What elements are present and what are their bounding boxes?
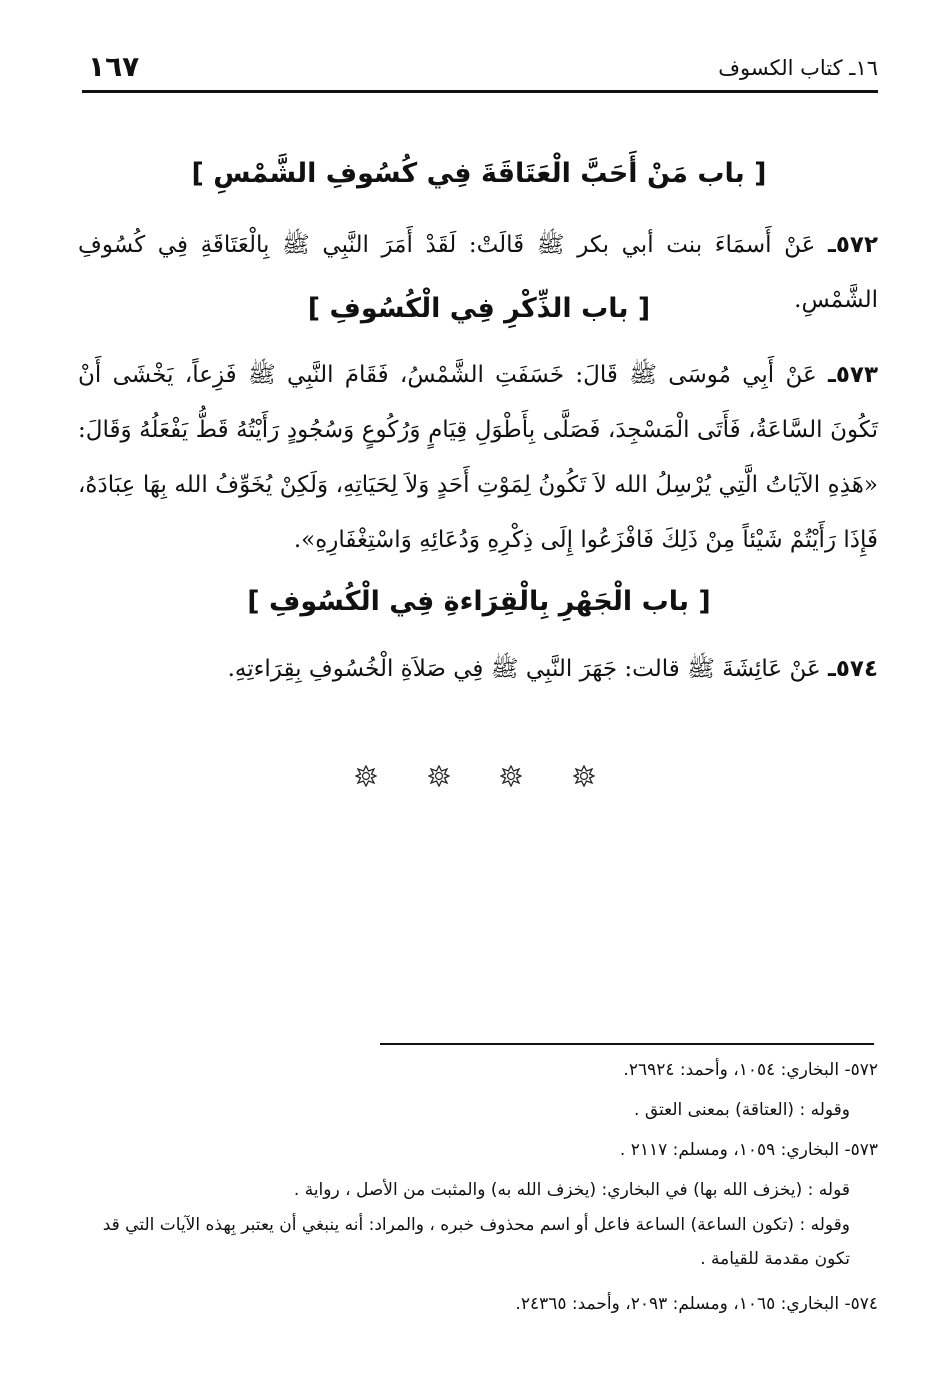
star-ornament-icon [573,765,595,787]
hadith-text: عَنْ أَبِي مُوسَى ﷺ قَالَ: خَسَفَتِ الشَّمْسُ، فَقَامَ النَّبِي ﷺ فَزِعاً، يَخْشَى أَنْ تَكُونَ السَّاعَةُ، فَأَتَى الْمَسْجِدَ، فَصَلَّى بِأَطْوَلِ قِيَامٍ وَرُكُوعٍ وَسُجُودٍ رَأَيْتُهُ قَطُّ يَفْعَلُهُ وَقَالَ: «هَذِهِ الآيَاتُ الَّتِي يُرْسِلُ الله لاَ تَكُونُ لِمَوْتِ أَحَدٍ وَلاَ لِحَيَاتِهِ، وَلَكِنْ يُخَوِّفُ الله بِهَا عِبَادَهُ، فَإِذَا رَأَيْتُمْ شَيْئاً مِنْ ذَلِكَ فَافْزَعُوا إِلَى ذِكْرِهِ وَدُعَائِهِ وَاسْتِغْفَارِهِ». [78,362,878,553]
hadith-number: ٥٧٢ـ [828,232,878,258]
hadith-number: ٥٧٤ـ [828,656,878,682]
footnote-574: ٥٧٤- البخاري: ١٠٦٥، ومسلم: ٢٠٩٣، وأحمد: ٢٤٣٦٥. [515,1294,878,1314]
footnote-separator [380,1043,874,1045]
footnote-573: ٥٧٣- البخاري: ١٠٥٩، ومسلم: ٢١١٧ . [619,1140,878,1160]
star-ornament-icon [428,765,450,787]
star-ornament-icon [355,765,377,787]
footnote-572: ٥٧٢- البخاري: ١٠٥٤، وأحمد: ٢٦٩٢٤. [623,1060,878,1080]
section-heading-3: [ باب الْجَهْرِ بِالْقِرَاءةِ فِي الْكُسُوفِ ] [247,586,711,617]
star-ornament-icon [500,765,522,787]
hadith-573 [78,348,878,568]
running-header [82,50,878,93]
section-heading-1: [ باب مَنْ أَحَبَّ الْعَتَاقَةَ فِي كُسُوفِ الشَّمْسِ ] [191,158,767,189]
hadith-text: عَنْ أَسمَاءَ بنت أبي بكر ﷺ قَالَتْ: لَقَدْ أَمَرَ النَّبِي ﷺ بِالْعَتَاقَةِ فِي كُسُوفِ الشَّمْسِ. [78,232,878,313]
footnote-note: وقوله : (تكون الساعة) الساعة فاعل أو اسم محذوف خبره ، والمراد: أنه ينبغي أن يعتبر بِهذه الآيات التي قد تكون مقدمة للقيامة . [102,1215,850,1269]
section-heading-2: [ باب الذِّكْرِ فِي الْكُسُوفِ ] [307,293,651,324]
page-number: ١٦٧ [88,50,140,83]
chapter-title: ١٦ـ كتاب الكسوف [718,56,878,80]
ornament-divider [355,765,595,791]
footnote-note: وقوله : (العتاقة) بمعنى العتق . [634,1100,850,1120]
hadith-number: ٥٧٣ـ [828,362,878,388]
footnote-note: قوله : (يخزف الله بها) في البخاري: (يخزف الله به) والمثبت من الأصل ، رواية . [293,1180,850,1200]
hadith-text: عَنْ عَائِشَةَ ﷺ قالت: جَهَرَ النَّبِي ﷺ فِي صَلاَةِ الْخُسُوفِ بِقِرَاءتِهِ. [227,656,828,682]
hadith-574 [78,642,878,697]
